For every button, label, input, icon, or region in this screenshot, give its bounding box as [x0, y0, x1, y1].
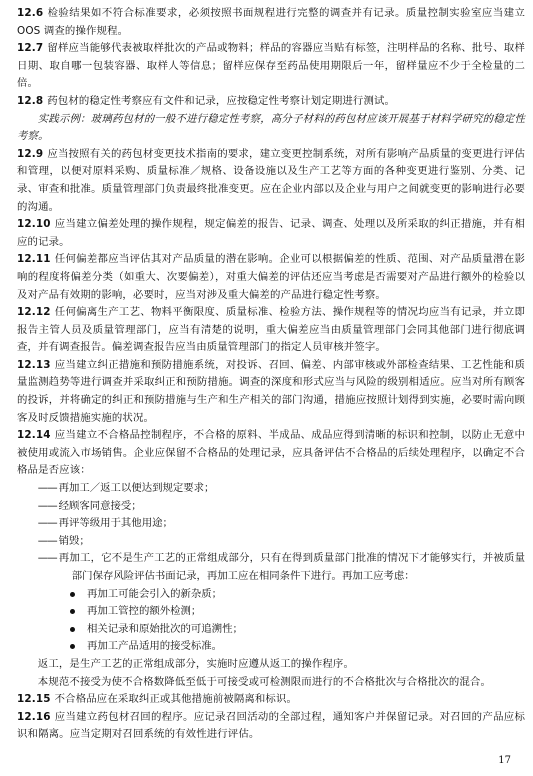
section-number: 12.9	[17, 147, 44, 160]
mixing-note: 本规范不接受为使不合格数降低至低于可接受或可检测限而进行的不合格批次与合格批次的混合。	[37, 675, 492, 688]
section-number: 12.7	[17, 42, 44, 55]
section-number: 12.14	[17, 429, 51, 442]
section-12-6	[17, 5, 525, 40]
rework-note: 返工，是生产工艺的正常组成部分，实施时应遵从返工的操作程序。	[37, 657, 355, 670]
bullet-icon	[70, 609, 75, 614]
section-text: 任何偏差都应当评估其对产品质量的潜在影响。企业可以根据偏差的性质、范围、对产品质量潜在影响的程度将偏差分类（如重大、次要偏差），对重大偏差的评估还应当考虑是否需要对产品进行额外的检验以及对产品有效期的影响，必要时，应当对涉及重大偏差的产品进行稳定性考察。	[17, 253, 525, 301]
document-body	[17, 5, 525, 744]
section-number: 12.13	[17, 358, 51, 371]
bullet-icon	[70, 592, 75, 597]
list-item	[17, 550, 525, 585]
section-text: 应当建立不合格品控制程序，不合格的原料、半成品、成品应得到清晰的标识和控制，以防止无意中被使用或流入市场销售。企业应保留不合格品的处理记录，应具备评估不合格品的后续处理程序，以确定不合格品是否应该：	[17, 429, 525, 477]
section-12-9	[17, 146, 525, 216]
rework-considerations-list	[17, 586, 525, 656]
dash-marker: ——	[37, 517, 57, 530]
list-item-text: 再评等级用于其他用途；	[58, 517, 173, 530]
section-text: 应当按照有关的药包材变更技术指南的要求，建立变更控制系统，对所有影响产品质量的变更进行评估和管理，以便对原料采购、质量标准／规格、设备设施以及生产工艺等方面的各种变更进行鉴别、分类、记录、审查和批准。质量管理部门负责最终批准变更。应在企业内部以及企业与用户之间就变更的影响进行必要的沟通。	[17, 147, 525, 213]
bullet-text: 再加工可能会引入的新杂质；	[87, 587, 223, 600]
dash-marker: ——	[37, 534, 57, 547]
list-item	[17, 480, 525, 498]
bullet-item	[17, 638, 525, 656]
section-number: 12.16	[17, 710, 51, 723]
list-item-text: 销毁；	[58, 534, 90, 547]
section-12-14	[17, 427, 525, 480]
bullet-icon	[70, 644, 75, 649]
dash-marker: ——	[37, 499, 57, 512]
section-12-15	[17, 691, 525, 709]
bullet-item	[17, 586, 525, 604]
section-number: 12.8	[17, 94, 44, 107]
section-12-12	[17, 304, 525, 357]
dash-marker: ——	[37, 482, 57, 495]
section-12-10	[17, 216, 525, 251]
section-12-7	[17, 40, 525, 93]
bullet-text: 相关记录和原始批次的可追溯性；	[87, 622, 243, 635]
section-number: 12.11	[17, 253, 51, 266]
bullet-text: 再加工管控的额外检测；	[87, 605, 202, 618]
section-12-8	[17, 93, 525, 111]
section-text: 不合格品应在采取纠正或其他措施前被隔离和标识。	[54, 693, 298, 706]
bullet-item	[17, 603, 525, 621]
section-12-16	[17, 709, 525, 744]
list-item-text: 再加工，它不是生产工艺的正常组成部分，只有在得到质量部门批准的情况下才能够实行，并被质量部门保存风险评估书面记录，再加工应在相同条件下进行。再加工应考虑：	[58, 552, 525, 582]
bullet-text: 再加工产品适用的接受标准。	[87, 640, 223, 653]
section-number: 12.6	[17, 7, 44, 19]
bullet-item	[17, 621, 525, 639]
bullet-icon	[70, 627, 75, 632]
section-number: 12.10	[17, 218, 51, 231]
section-text: 应当建立药包材召回的程序。应记录召回活动的全部过程，通知客户并保留记录。对召回的产品应标识和隔离。应当定期对召回系统的有效性进行评估。	[17, 710, 525, 741]
section-text: 检验结果如不符合标准要求，必须按照书面规程进行完整的调查并有记录。质量控制实验室应当建立 OOS 调查的操作规程。	[17, 7, 525, 37]
practice-example: 实践示例：玻璃药包材的一般不进行稳定性考察，高分子材料的药包材应该开展基于材料学研究的稳定性考察。	[17, 112, 525, 143]
section-12-11	[17, 251, 525, 304]
section-text: 药包材的稳定性考察应有文件和记录，应按稳定性考察计划定期进行测试。	[47, 94, 396, 107]
dash-marker: ——	[37, 552, 57, 565]
list-item-text: 经顾客同意接受；	[58, 499, 142, 512]
section-number: 12.15	[17, 693, 51, 706]
section-text: 应当建立纠正措施和预防措施系统，对投诉、召回、偏差、内部审核或外部检查结果、工艺性能和质量监测趋势等进行调查并采取纠正和预防措施。调查的深度和形式应当与风险的级别相适应。应当对所有顾客的投诉，并将确定的纠正和预防措施与生产和生产相关的部门沟通，措施应按照计划得到实施，必要时需向顾客及时反馈措施实施的状况。	[17, 358, 525, 424]
disposition-list	[17, 480, 525, 586]
section-text: 任何偏离生产工艺、物料平衡限度、质量标准、检验方法、操作规程等的情况均应当有记录，并立即报告主管人员及质量管理部门，应当有清楚的说明，重大偏差应当由质量管理部门会同其他部门进行彻底调查，并有调查报告。偏差调查报告应当由质量管理部门的指定人员审核并签字。	[17, 306, 525, 354]
list-item-text: 再加工／返工以便达到规定要求；	[58, 482, 215, 495]
page-number: 17	[498, 755, 511, 766]
section-12-13	[17, 357, 525, 427]
list-item	[17, 515, 525, 533]
section-text: 留样应当能够代表被取样批次的产品或物料；样品的容器应当贴有标签，注明样品的名称、批号、取样日期、取自哪一包装容器、取样人等信息；留样应保存至药品使用期限后一年，留样量应不少于全检量的二倍。	[17, 42, 525, 90]
list-item	[17, 533, 525, 551]
list-item	[17, 498, 525, 516]
section-number: 12.12	[17, 306, 51, 319]
section-text: 应当建立偏差处理的操作规程，规定偏差的报告、记录、调查、处理以及所采取的纠正措施，并有相应的记录。	[17, 218, 525, 248]
